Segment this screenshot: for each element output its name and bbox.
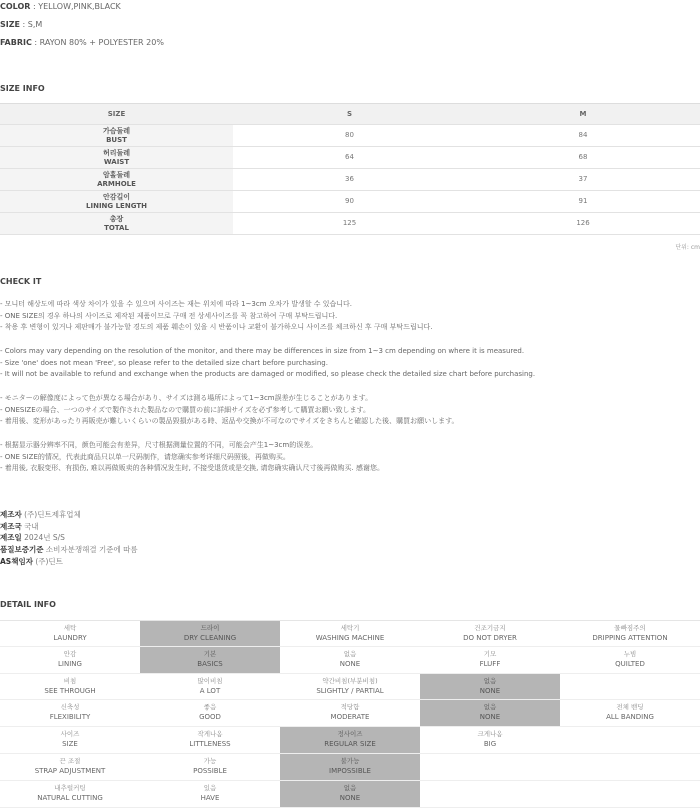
detail-cell	[420, 727, 560, 753]
maker-info-line	[0, 556, 138, 568]
detail-cell-selected	[280, 727, 420, 753]
check-line: - It will not be available to refund and exchange when the products are damaged or modified, so please check the detailed size chart before purchasing.	[0, 370, 536, 379]
check-line: - Colors may vary depending on the resolution of the monitor, and there may be differences in size from 1~3 cm depending on where it is measured.	[0, 347, 525, 355]
detail-cell-ko: 정사이즈	[337, 730, 363, 739]
size-row	[0, 213, 700, 235]
detail-cell-en: FLUFF	[479, 659, 501, 668]
detail-cell	[560, 700, 700, 726]
detail-cell	[140, 674, 280, 700]
detail-cell-ko: 없음	[343, 783, 357, 792]
detail-cell	[0, 647, 140, 673]
size-header-s: S	[233, 104, 466, 125]
maker-info-value: 소비자분쟁해결 기준에 따름	[43, 545, 138, 555]
maker-info-line	[0, 521, 138, 533]
detail-cell-ko: 많이비침	[197, 676, 223, 685]
detail-cell-en: GOOD	[199, 713, 221, 722]
detail-cell-selected	[420, 700, 560, 726]
detail-cell	[420, 621, 560, 646]
detail-cell-en: HAVE	[200, 793, 220, 802]
detail-cell-ko: 안감	[63, 649, 77, 658]
size-table	[0, 103, 700, 235]
detail-cell-en: DRIPPING ATTENTION	[592, 634, 668, 642]
size-row-label-en: ARMHOLE	[97, 179, 136, 188]
maker-info-label: AS책임자	[0, 556, 33, 566]
size-row-label	[0, 147, 233, 169]
detail-cell-ko: 비침	[63, 676, 77, 685]
size-header-m: M	[466, 104, 700, 125]
detail-cell	[420, 647, 560, 673]
detail-cell-ko: 끈 조절	[59, 756, 81, 765]
detail-cell-ko: 가능	[203, 756, 217, 765]
detail-cell-selected	[140, 621, 280, 646]
size-value-s: 36	[233, 169, 466, 191]
detail-cell-en: DRY CLEANING	[183, 634, 237, 642]
detail-cell	[0, 700, 140, 726]
detail-row	[0, 700, 700, 727]
maker-info-line	[0, 544, 138, 556]
fabric-label: FABRIC	[0, 38, 32, 47]
detail-cell-selected	[280, 781, 420, 807]
detail-cell	[140, 700, 280, 726]
detail-cell-en: BASICS	[197, 659, 223, 668]
detail-cell	[280, 621, 420, 646]
detail-info-title: DETAIL INFO	[0, 600, 56, 609]
detail-cell	[560, 754, 700, 780]
detail-cell-ko: 건조기금지	[474, 624, 506, 632]
detail-cell-ko: 크게나옴	[477, 730, 503, 739]
detail-cell	[0, 754, 140, 780]
check-line: - ONE SIZE的情况，代表此商品只以单一尺码制作，请您确实参考详细尺码照後，再做购买。	[0, 452, 290, 461]
detail-cell-selected	[140, 647, 280, 673]
maker-info-line	[0, 509, 138, 521]
detail-row	[0, 620, 700, 647]
detail-cell-ko: 없음	[483, 703, 497, 712]
size-row	[0, 191, 700, 213]
detail-cell	[560, 647, 700, 673]
detail-cell-en: FLEXIBILITY	[49, 713, 91, 722]
size-row-label-ko: 허리둘레	[102, 148, 131, 157]
detail-row	[0, 754, 700, 781]
detail-cell	[560, 727, 700, 753]
detail-cell-en: NONE	[479, 686, 501, 695]
size-label: SIZE	[0, 20, 21, 29]
size-row-label-en: WAIST	[103, 157, 130, 166]
detail-cell-en: NATURAL CUTTING	[37, 793, 103, 802]
check-line: - 根据显示器分辨率不同，颜色可能会有差异，尺寸根据测量位置的不同，可能会产生1~3cm的误差。	[0, 441, 318, 449]
maker-info-value: 국내	[21, 521, 39, 531]
check-it-title: CHECK IT	[0, 277, 42, 286]
size-line	[0, 20, 42, 29]
size-row-label	[0, 213, 233, 235]
detail-cell-en: REGULAR SIZE	[324, 740, 376, 749]
detail-cell	[560, 621, 700, 646]
color-label: COLOR	[0, 2, 31, 11]
size-row	[0, 169, 700, 191]
size-row-label	[0, 191, 233, 213]
check-line: - モニターの解像度によって色が異なる場合があり、サイズは測る場所によって1~3cm誤差が生じることがあります。	[0, 394, 373, 402]
detail-row	[0, 781, 700, 808]
detail-cell-ko: 세탁기	[340, 624, 360, 632]
maker-info-label: 품질보증기준	[0, 545, 44, 555]
detail-cell	[0, 727, 140, 753]
check-line: - 착용 후 변형이 있거나 제판매가 불가능할 경도의 제품 훼손이 있을 시 반품이나 교환이 불가하오니 사이즈를 체크하신 후 구매 부탁드립니다.	[0, 323, 433, 332]
size-row-label-en: BUST	[106, 135, 127, 144]
check-line: - 着用後, 衣服变形、有损伤, 难以再做贩卖的各种情况发生时, 不接受退货或是交换, 请您确实确认尺寸後再做购买. 感谢您。	[0, 464, 385, 473]
check-line: - 모니터 해상도에 따라 색상 차이가 있을 수 있으며 사이즈는 재는 위치에 따라 1~3cm 오차가 발생할 수 있습니다.	[0, 300, 353, 308]
size-row-label	[0, 125, 233, 147]
size-header-label: SIZE	[0, 104, 233, 125]
maker-info-label: 제조국	[0, 521, 22, 531]
size-value-m: 126	[466, 213, 700, 235]
size-row-label-ko: 가슴둘레	[102, 126, 131, 135]
detail-cell	[280, 700, 420, 726]
check-korean	[0, 299, 700, 334]
size-table-header	[0, 104, 700, 125]
detail-cell-ko: 작게나옴	[197, 730, 223, 739]
detail-cell-ko: 누빔	[623, 649, 637, 658]
detail-cell	[140, 727, 280, 753]
detail-cell	[0, 781, 140, 807]
detail-cell	[420, 754, 560, 780]
detail-cell-en: LITTLENESS	[189, 740, 231, 749]
detail-cell-ko: 적당함	[340, 703, 360, 712]
size-value: : S,M	[20, 20, 43, 29]
maker-info-label: 제조일	[0, 533, 22, 543]
color-line	[0, 2, 121, 11]
detail-row	[0, 674, 700, 701]
size-row	[0, 147, 700, 169]
detail-row	[0, 727, 700, 754]
detail-cell	[560, 674, 700, 700]
detail-cell-ko: 기본	[203, 649, 217, 658]
detail-cell-en: NONE	[339, 793, 361, 802]
detail-cell-selected	[420, 674, 560, 700]
detail-cell	[280, 674, 420, 700]
size-row-label-en: LINING LENGTH	[86, 201, 147, 210]
detail-cell-en: ALL BANDING	[606, 713, 654, 722]
detail-cell-en: SLIGHTLY / PARTIAL	[316, 686, 384, 695]
check-line: - 着用後、変形があったり再販売が難しいくらいの製品毀損がある時、返品や交換が不可なのでサイズをきちんと確認した後、購買お願いします。	[0, 417, 459, 426]
detail-cell	[140, 754, 280, 780]
detail-cell-ko: 내추럴커팅	[54, 783, 86, 792]
size-info-title: SIZE INFO	[0, 84, 45, 93]
maker-info	[0, 509, 138, 568]
maker-info-value: (주)딘트	[32, 556, 63, 566]
detail-cell	[420, 781, 560, 807]
detail-cell-en: SEE THROUGH	[44, 686, 96, 695]
size-unit: 단위: cm	[675, 244, 700, 251]
detail-grid	[0, 620, 700, 808]
detail-cell-ko: 신축성	[60, 703, 80, 712]
detail-cell-ko: 기모	[483, 649, 497, 658]
detail-cell-ko: 불가능	[340, 756, 360, 765]
detail-cell-en: SIZE	[62, 740, 78, 749]
detail-cell-en: BIG	[483, 740, 497, 749]
maker-info-value: (주)딘트제휴업체	[21, 510, 81, 519]
detail-cell-en: STRAP ADJUSTMENT	[34, 766, 106, 775]
size-value-s: 80	[233, 125, 466, 147]
check-japanese	[0, 393, 700, 428]
detail-cell-en: LAUNDRY	[53, 634, 87, 642]
size-row-label-ko: 총장	[109, 214, 124, 223]
detail-cell-en: POSSIBLE	[193, 766, 227, 775]
detail-cell-ko: 있음	[203, 783, 217, 792]
detail-cell-en: QUILTED	[615, 659, 645, 668]
size-row-label-ko: 암홀둘레	[102, 170, 131, 179]
size-value-m: 84	[466, 125, 700, 147]
check-line: - ONESIZEの場合、一つのサイズで製作された製品なので購買の前に詳細サイズを必ず参考して購買お願い致します。	[0, 405, 370, 414]
size-row	[0, 125, 700, 147]
detail-cell	[560, 781, 700, 807]
detail-cell-ko: 없음	[343, 649, 357, 658]
check-english	[0, 346, 700, 381]
detail-cell-ko: 전체 밴딩	[616, 703, 644, 712]
detail-cell-ko: 세탁	[63, 624, 77, 632]
size-row-label-ko: 안감길이	[102, 192, 131, 201]
detail-cell-selected	[280, 754, 420, 780]
detail-cell	[140, 781, 280, 807]
size-value-s: 125	[233, 213, 466, 235]
detail-cell-en: MODERATE	[330, 713, 370, 722]
size-value-s: 90	[233, 191, 466, 213]
size-row-label	[0, 169, 233, 191]
maker-info-line	[0, 532, 138, 544]
detail-cell-ko: 약간비침(부분비침)	[322, 676, 378, 685]
check-line: - Size 'one' does not mean 'Free', so please refer to the detailed size chart before purchasing.	[0, 358, 328, 367]
detail-cell-en: NONE	[479, 713, 501, 722]
detail-cell-ko: 좋음	[203, 703, 217, 712]
detail-cell	[280, 647, 420, 673]
maker-info-label: 제조자	[0, 510, 22, 519]
size-value-m: 68	[466, 147, 700, 169]
detail-cell-en: NONE	[339, 659, 361, 668]
size-value-s: 64	[233, 147, 466, 169]
maker-info-value: 2024년 S/S	[21, 533, 65, 543]
color-value: : YELLOW,PINK,BLACK	[30, 2, 121, 11]
fabric-value: : RAYON 80% + POLYESTER 20%	[31, 38, 164, 47]
detail-cell-en: IMPOSSIBLE	[329, 766, 371, 775]
size-value-m: 91	[466, 191, 700, 213]
detail-cell-ko: 사이즈	[60, 730, 80, 739]
detail-cell-en: A LOT	[199, 686, 221, 695]
detail-cell-ko: 없음	[483, 676, 497, 685]
fabric-line	[0, 38, 164, 47]
detail-cell-en: DO NOT DRYER	[463, 634, 517, 642]
detail-cell-en: LINING	[58, 659, 82, 668]
detail-cell	[0, 674, 140, 700]
check-line: - ONE SIZE의 경우 하나의 사이즈로 제작된 제품이므로 구매 전 상세사이즈를 꼭 참고하여 구매 부탁드립니다.	[0, 311, 338, 320]
detail-cell-ko: 드라이	[200, 624, 220, 632]
size-row-label-en: TOTAL	[104, 223, 129, 232]
size-value-m: 37	[466, 169, 700, 191]
detail-row	[0, 647, 700, 674]
detail-cell-ko: 물빠짐주의	[614, 624, 646, 632]
detail-cell	[0, 621, 140, 646]
detail-cell-en: WASHING MACHINE	[315, 634, 385, 642]
check-chinese	[0, 440, 700, 475]
